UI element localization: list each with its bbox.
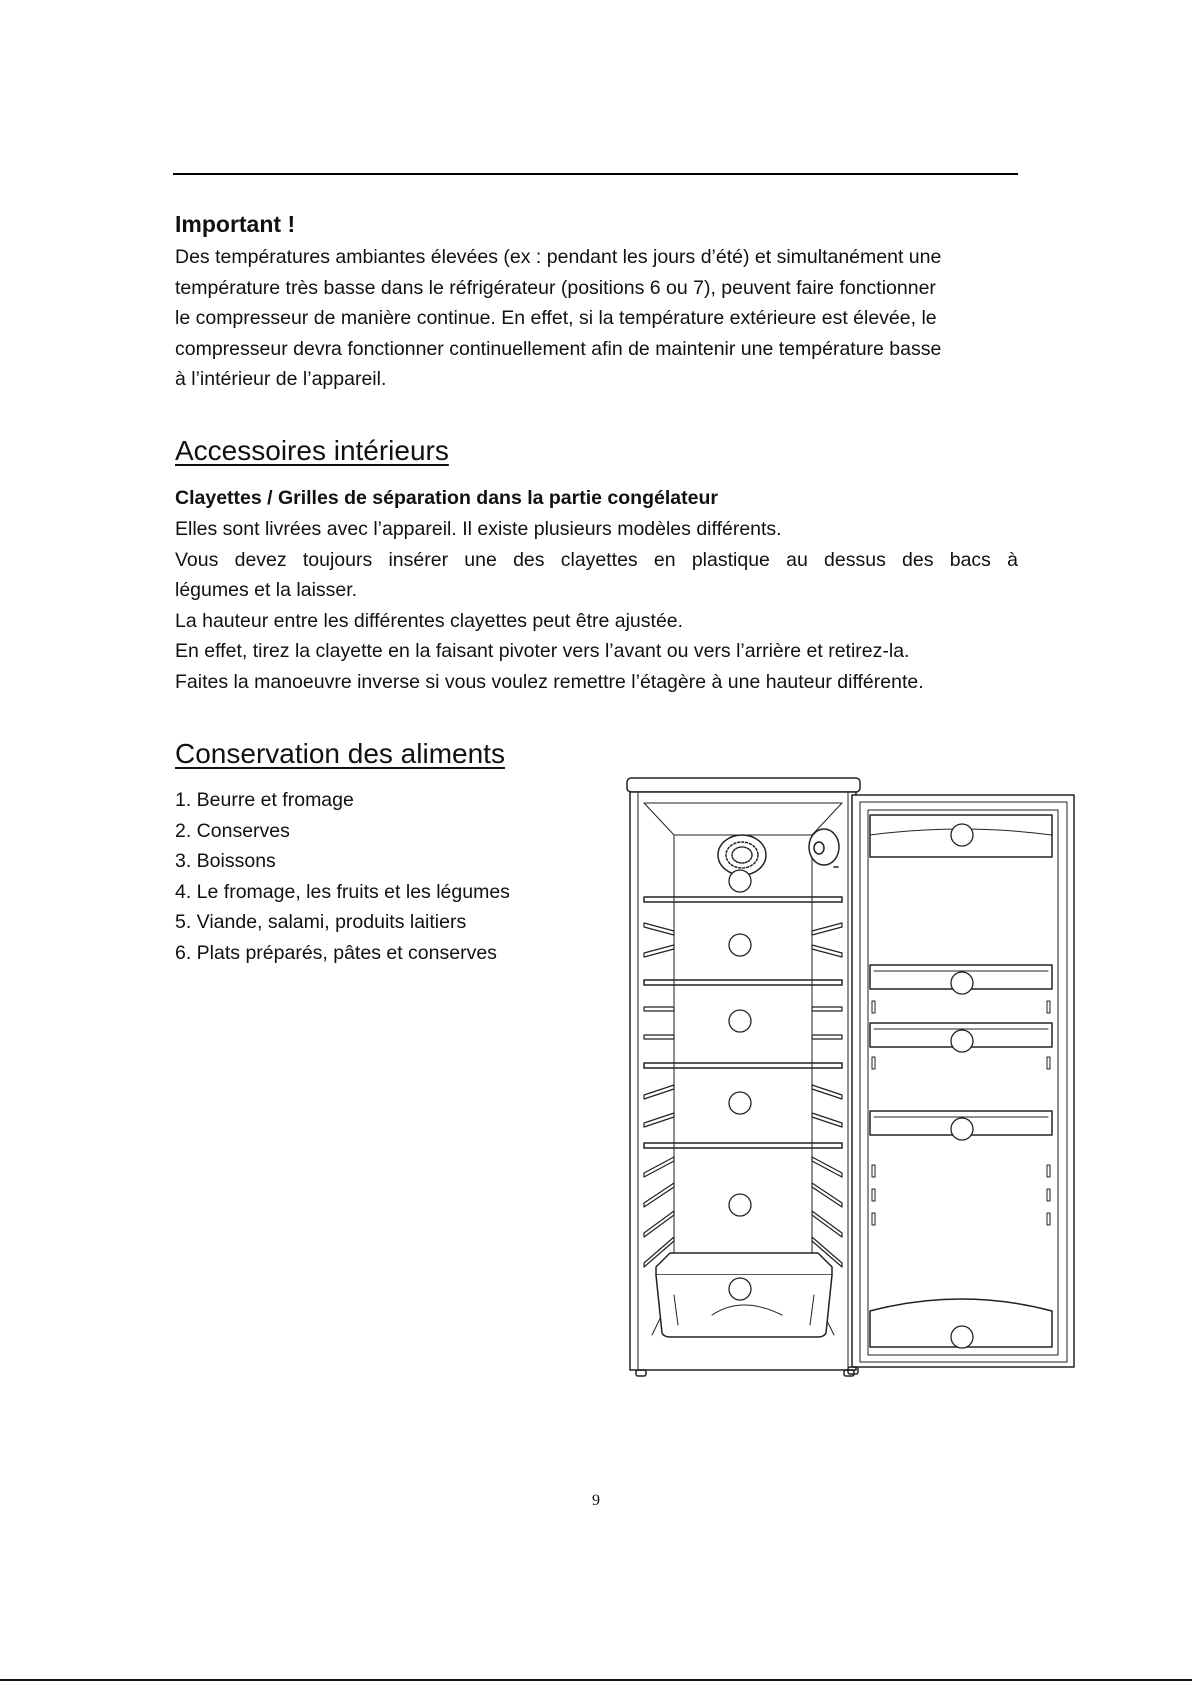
list-item: 5. Viande, salami, produits laitiers [175, 911, 467, 933]
important-line: le compresseur de manière continue. En effet, si la température extérieure est élevée, le [175, 307, 937, 329]
list-item: 2. Conserves [175, 819, 290, 842]
accessoires-line: La hauteur entre les différentes clayettes peut être ajustée. [175, 609, 684, 632]
important-paragraph [175, 242, 1018, 395]
callout-circle [729, 1092, 751, 1114]
important-line: compresseur devra fonctionner continuellement afin de maintenir une température basse [175, 337, 942, 360]
accessoires-line: Faites la manoeuvre inverse si vous voulez remettre l’étagère à une hauteur différente. [175, 670, 924, 693]
important-line: température très basse dans le réfrigérateur (positions 6 ou 7), peuvent faire fonctionner [175, 276, 936, 299]
fridge-top [627, 778, 860, 792]
callout-circle [729, 870, 751, 892]
conservation-list [175, 785, 510, 968]
accessoires-paragraph [175, 514, 1018, 697]
accessoires-heading: Accessoires intérieurs [175, 435, 449, 466]
important-line: Des températures ambiantes élevées (ex : pendant les jours d’été) et simultanément une [175, 246, 942, 268]
callout-circle [729, 1010, 751, 1032]
accessoires-line: légumes et la laisser. [175, 579, 358, 601]
list-item: 1. Beurre et fromage [175, 789, 354, 811]
callout-circle [951, 824, 973, 846]
page-number: 9 [592, 1492, 600, 1509]
fridge-illustration [622, 775, 1078, 1385]
accessoires-line: Elles sont livrées avec l’appareil. Il existe plusieurs modèles différents. [175, 518, 782, 540]
fan-icon [718, 835, 766, 875]
callout-circle [951, 1118, 973, 1140]
callout-circle [951, 1326, 973, 1348]
callout-circle [729, 934, 751, 956]
clayettes-subheading: Clayettes / Grilles de séparation dans la partie congélateur [175, 487, 718, 509]
list-item: 4. Le fromage, les fruits et les légumes [175, 880, 510, 903]
accessoires-line: Vous devez toujours insérer une des clayettes en plastique au dessus des bacs à [175, 548, 1018, 571]
important-heading: Important ! [175, 211, 296, 237]
callout-circle [729, 1278, 751, 1300]
callout-circle [951, 1030, 973, 1052]
list-item: 3. Boissons [175, 850, 276, 872]
list-item: 6. Plats préparés, pâtes et conserves [175, 941, 497, 964]
foot [636, 1370, 646, 1376]
conservation-heading: Conservation des aliments [175, 738, 505, 769]
callout-circle [951, 972, 973, 994]
fridge-door [852, 795, 1074, 1367]
accessoires-line: En effet, tirez la clayette en la faisant pivoter vers l’avant ou vers l’arrière et retirez-la. [175, 640, 910, 662]
footer-rule [0, 1679, 1192, 1681]
header-rule [173, 173, 1018, 175]
callout-circle [729, 1194, 751, 1216]
important-line: à l’intérieur de l’appareil. [175, 368, 387, 390]
